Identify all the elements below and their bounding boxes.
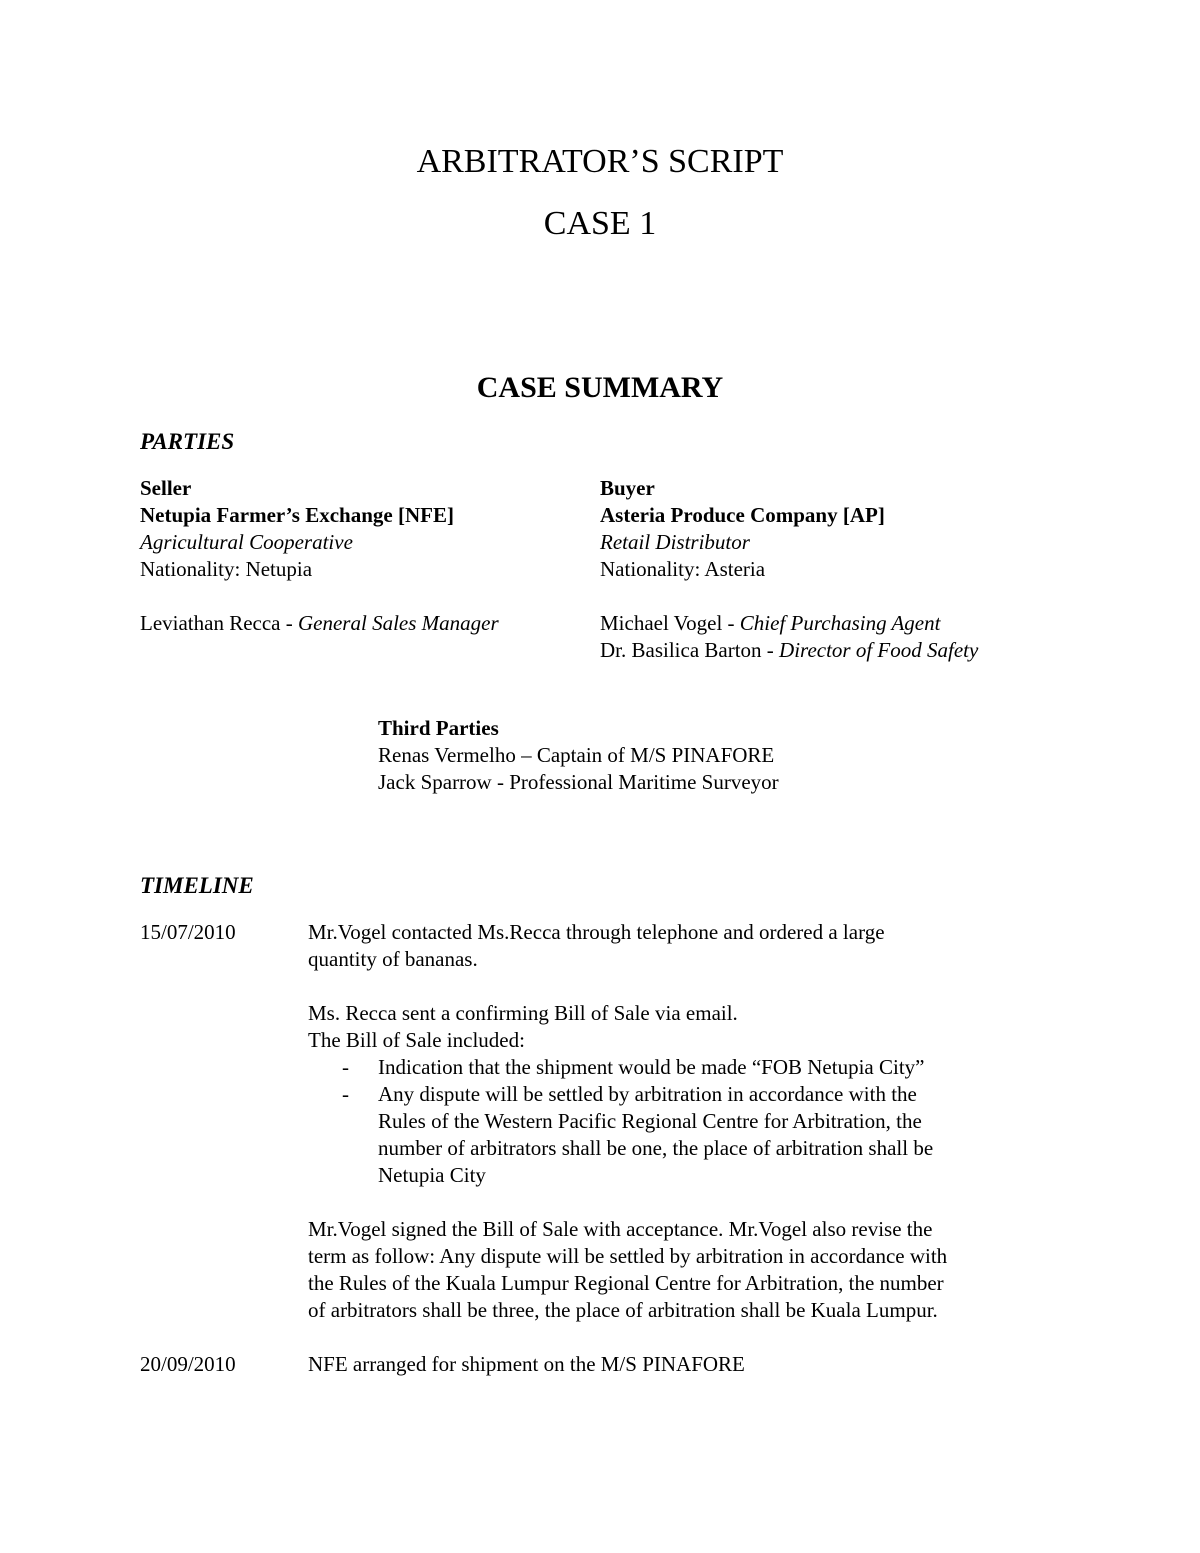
timeline-text: quantity of bananas. [308,947,478,971]
parties-heading: PARTIES [140,429,235,454]
third-party-surveyor: Jack Sparrow - Professional Maritime Surveyor [378,770,779,794]
timeline-text: of arbitrators shall be three, the place of arbitration shall be Kuala Lumpur. [308,1298,938,1322]
buyer-name: Asteria Produce Company [AP] [600,503,885,527]
seller-type: Agricultural Cooperative [140,530,353,554]
timeline-date: 20/09/2010 [140,1352,236,1376]
timeline-text: Ms. Recca sent a confirming Bill of Sale via email. [308,1001,738,1025]
timeline-text: NFE arranged for shipment on the M/S PINAFORE [308,1352,745,1376]
bullet-marker: - [342,1055,349,1079]
buyer-type: Retail Distributor [600,530,750,554]
buyer-rep1-title: Chief Purchasing Agent [739,611,941,635]
case-summary-heading: CASE SUMMARY [476,371,724,404]
timeline-text: Mr.Vogel signed the Bill of Sale with acceptance. Mr.Vogel also revise the [308,1217,933,1241]
bullet-item: Indication that the shipment would be made “FOB Netupia City” [378,1055,925,1079]
buyer-rep1-name: Michael Vogel - [600,611,740,635]
seller-rep-title: General Sales Manager [298,611,499,635]
buyer-representative-2 [600,637,978,664]
timeline-date: 15/07/2010 [140,920,236,944]
buyer-rep2-name: Dr. Basilica Barton - [600,638,780,662]
seller-label: Seller [140,476,192,500]
buyer-representative-1 [600,610,940,637]
third-parties-heading: Third Parties [378,716,499,740]
case-number: CASE 1 [543,205,657,242]
buyer-label: Buyer [600,476,655,500]
buyer-rep2-title: Director of Food Safety [779,638,979,662]
document-title: ARBITRATOR’S SCRIPT [416,143,784,180]
buyer-nationality: Nationality: Asteria [600,557,766,581]
third-party-captain: Renas Vermelho – Captain of M/S PINAFORE [378,743,775,767]
bullet-marker: - [342,1082,349,1106]
timeline-text: The Bill of Sale included: [308,1028,525,1052]
seller-nationality: Nationality: Netupia [140,557,313,581]
timeline-text: Mr.Vogel contacted Ms.Recca through telephone and ordered a large [308,920,885,944]
seller-rep-name: Leviathan Recca - [140,611,298,635]
timeline-heading: TIMELINE [140,873,254,898]
bullet-item-continued: Netupia City [378,1163,486,1187]
timeline-text: the Rules of the Kuala Lumpur Regional Centre for Arbitration, the number [308,1271,944,1295]
seller-representative [140,610,499,637]
bullet-item: Any dispute will be settled by arbitration in accordance with the [378,1082,917,1106]
seller-name: Netupia Farmer’s Exchange [NFE] [140,503,454,527]
timeline-text: term as follow: Any dispute will be settled by arbitration in accordance with [308,1244,948,1268]
bullet-item-continued: number of arbitrators shall be one, the place of arbitration shall be [378,1136,934,1160]
bullet-item-continued: Rules of the Western Pacific Regional Centre for Arbitration, the [378,1109,922,1133]
